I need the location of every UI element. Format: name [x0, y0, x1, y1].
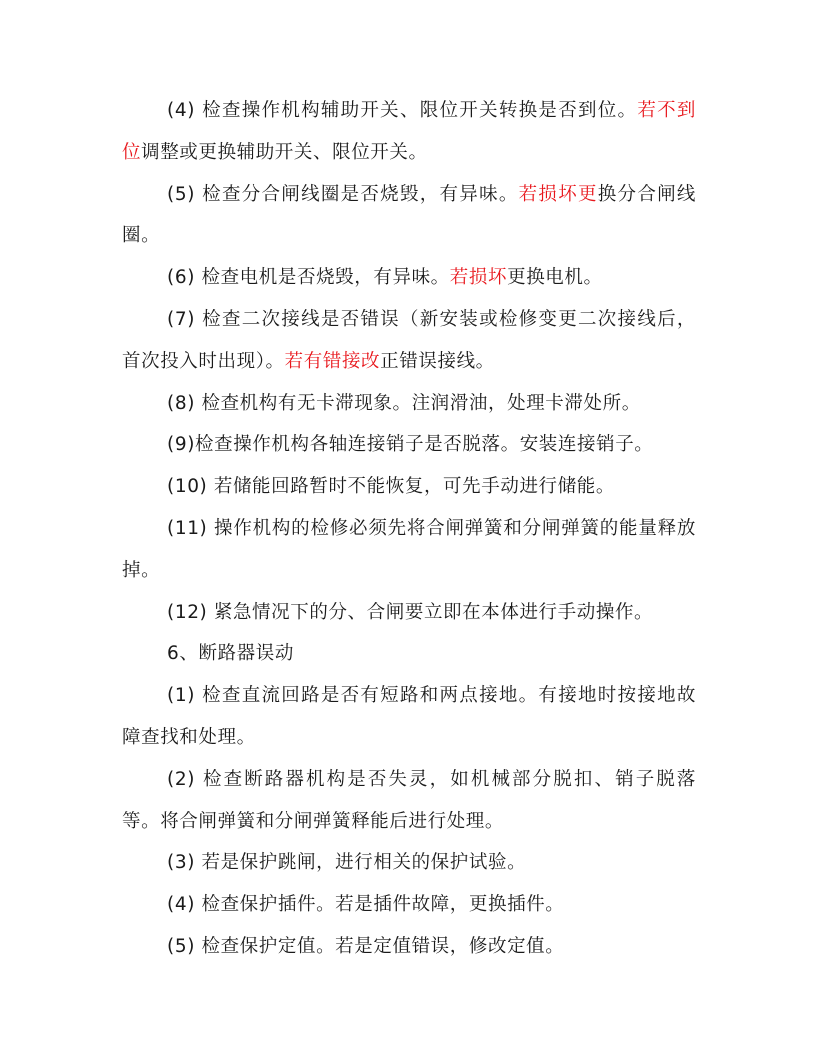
- text-segment: (4) 检查操作机构辅助开关、限位开关转换是否到位。: [167, 100, 638, 121]
- text-segment: (11) 操作机构的检修必须先将合闸弹簧和分闸弹簧的能量释放掉。: [122, 517, 696, 581]
- paragraph: [122, 424, 696, 466]
- paragraph: [122, 90, 696, 174]
- text-segment: (5) 检查保护定值。若是定值错误，修改定值。: [167, 935, 565, 957]
- highlighted-text: 若损坏: [449, 267, 508, 289]
- text-segment: 换分合闸线圈。: [122, 183, 696, 247]
- paragraph: [122, 508, 696, 592]
- text-segment: (2) 检查断路器机构是否失灵，如机械部分脱扣、销子脱落等。将合闸弹簧和分闸弹簧释能后进行处理。: [122, 768, 696, 832]
- paragraph: [122, 675, 696, 759]
- text-segment: (3) 若是保护跳闸，进行相关的保护试验。: [167, 852, 527, 874]
- paragraph: [122, 926, 696, 968]
- paragraph: [122, 466, 696, 508]
- text-segment: (9)检查操作机构各轴连接销子是否脱落。安装连接销子。: [167, 434, 654, 456]
- paragraph: [122, 842, 696, 884]
- text-segment: (6) 检查电机是否烧毁，有异味。: [167, 267, 450, 289]
- paragraph: [122, 592, 696, 634]
- text-segment: 正错误接线。: [380, 350, 495, 372]
- text-segment: 调整或更换辅助开关、限位开关。: [141, 141, 428, 163]
- paragraph: [122, 174, 696, 258]
- highlighted-text: 若有错接改: [284, 350, 381, 372]
- text-segment: (5) 检查分合闸线圈是否烧毁，有异味。: [167, 183, 519, 205]
- paragraph: [122, 884, 696, 926]
- paragraph: [122, 383, 696, 425]
- highlighted-text: 若损坏更: [518, 183, 598, 205]
- text-segment: (7) 检查二次接线是否错误（新安装或检修变更二次接线后，首次投入时出现）。: [122, 308, 696, 372]
- text-segment: (10) 若储能回路暂时不能恢复，可先手动进行储能。: [167, 476, 615, 498]
- text-segment: (4) 检查保护插件。若是插件故障，更换插件。: [167, 894, 565, 916]
- text-segment: (1) 检查直流回路是否有短路和两点接地。有接地时按接地故障查找和处理。: [122, 685, 696, 748]
- paragraph: [122, 257, 696, 299]
- paragraph: [122, 633, 696, 675]
- text-segment: (12) 紧急情况下的分、合闸要立即在本体进行手动操作。: [167, 601, 654, 623]
- paragraph: [122, 759, 696, 843]
- document-body: [122, 90, 696, 968]
- paragraph: [122, 299, 696, 383]
- highlighted-text: 若不到位: [122, 100, 696, 163]
- text-segment: (8) 检查机构有无卡滞现象。注润滑油，处理卡滞处所。: [167, 392, 641, 414]
- text-segment: 6、断路器误动: [167, 643, 294, 665]
- text-segment: 更换电机。: [507, 267, 603, 289]
